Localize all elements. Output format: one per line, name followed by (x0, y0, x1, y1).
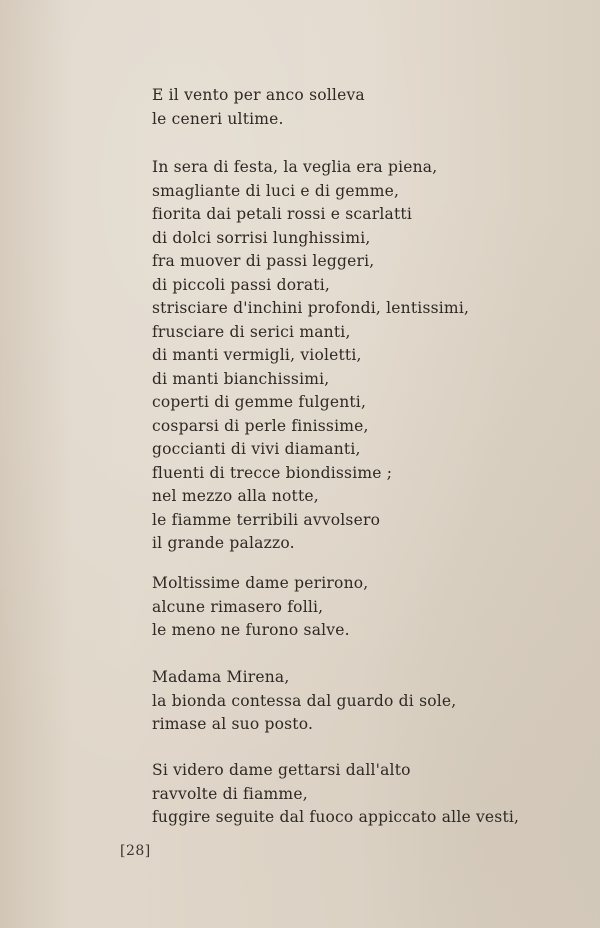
verse-line: fuggire seguite dal fuoco appiccato alle vesti, (152, 808, 520, 826)
stanza-5 (152, 759, 519, 830)
verse-line: le fiamme terribili avvolsero (152, 510, 381, 529)
verse-line: ravvolte di fiamme, (152, 784, 308, 803)
verse-line: coperti di gemme fulgenti, (152, 393, 367, 411)
verse-line: Moltissime dame perirono, (152, 574, 369, 592)
verse-line: goccianti di vivi diamanti, (152, 440, 361, 458)
verse-line: di manti bianchissimi, (152, 369, 330, 388)
verse-line: cosparsi di perle finissime, (152, 416, 369, 435)
verse-line: di piccoli passi dorati, (152, 275, 330, 294)
page-number: [28] (120, 843, 151, 859)
verse-line: E il vento per anco solleva (152, 86, 365, 104)
stanza-1 (152, 84, 365, 131)
stanza-3 (152, 572, 368, 643)
verse-line: In sera di festa, la veglia era piena, (152, 158, 438, 176)
verse-line: Madama Mirena, (152, 668, 290, 686)
verse-line: strisciare d'inchini profondi, lentissimi, (152, 299, 470, 317)
verse-line: di dolci sorrisi lunghissimi, (152, 228, 371, 247)
verse-line: di manti vermigli, violetti, (152, 346, 362, 364)
verse-line: Si videro dame gettarsi dall'alto (152, 761, 411, 779)
verse-line: frusciare di serici manti, (152, 322, 351, 341)
verse-line: la bionda contessa dal guardo di sole, (152, 691, 457, 710)
verse-line: alcune rimasero folli, (152, 597, 324, 616)
verse-line: il grande palazzo. (152, 534, 295, 552)
stanza-4 (152, 666, 456, 737)
verse-line: fiorita dai petali rossi e scarlatti (152, 205, 412, 223)
verse-line: fluenti di trecce biondissime ; (152, 463, 393, 482)
verse-line: rimase al suo posto. (152, 715, 314, 733)
verse-line: nel mezzo alla notte, (152, 487, 319, 505)
stanza-2 (152, 156, 469, 556)
verse-line: fra muover di passi leggeri, (152, 252, 375, 270)
verse-line: le ceneri ultime. (152, 109, 284, 128)
verse-line: le meno ne furono salve. (152, 621, 350, 639)
verse-line: smagliante di luci e di gemme, (152, 181, 400, 200)
